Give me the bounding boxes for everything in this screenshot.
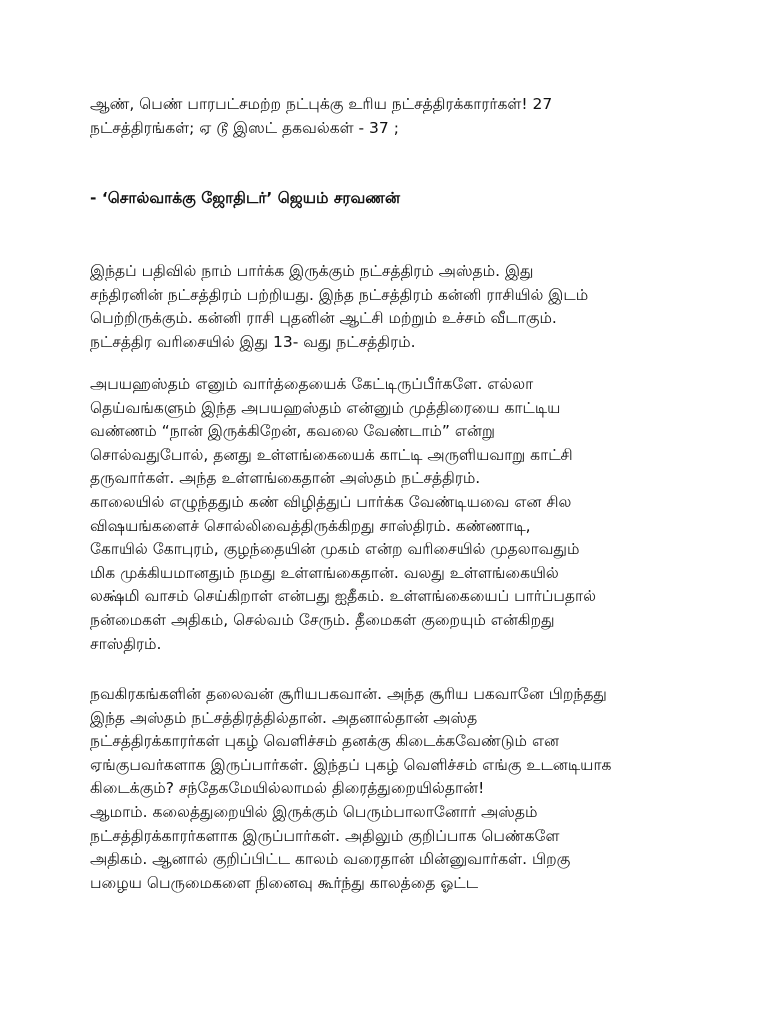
article-title: ஆண், பெண் பாரபட்சமற்ற நட்புக்கு உரிய நட்சத்திரக்காரர்கள்! 27 நட்சத்திரங்கள்; ஏ டூ இஸட் தகவல்கள் - 37 ; — [90, 95, 553, 137]
paragraph-surya: நவகிரகங்களின் தலைவன் சூரியபகவான். அந்த சூரிய பகவானே பிறந்தது இந்த அஸ்தம் நட்சத்திரத்தில்தான். அதனால்தான் அஸ்த நட்சத்திரக்காரர்கள் புகழ் வெளிச்சம் தனக்கு கிடைக்கவேண்டும் என ஏங்குபவர்களாக இருப்பார்கள். இந்தப் புகழ் வெளிச்சம் எங்கு உடனடியாக கிடைக்கும்? சந்தேகமேயில்லாமல் திரைத்துறையில்தான்! ஆமாம். கலைத்துறையில் இருக்கும் பெரும்பாலானோர் அஸ்தம் நட்சத்திரக்காரர்களாக இருப்பார்கள். அதிலும் குறிப்பாக பெண்களே அதிகம். ஆனால் குறிப்பிட்ட காலம் வரைதான் மின்னுவார்கள். பிறகு பழைய பெருமைகளை நினைவு கூர்ந்து காலத்தை ஓட்ட — [90, 685, 612, 892]
paragraph-abhayahastham: அபயஹஸ்தம் எனும் வார்த்தையைக் கேட்டிருப்பீர்களே. எல்லா தெய்வங்களும் இந்த அபயஹஸ்தம் என்னும் முத்திரையை காட்டிய வண்ணம் “நான் இருக்கிறேன், கவலை வேண்டாம்” என்று சொல்வதுபோல், தனது உள்ளங்கையைக் காட்டி அருளியவாறு காட்சி தருவார்கள். அந்த உள்ளங்கைதான் அஸ்தம் நட்சத்திரம். காலையில் எழுந்ததும் கண் விழித்துப் பார்க்க வேண்டியவை என சில விஷயங்களைச் சொல்லிவைத்திருக்கிறது சாஸ்திரம். கண்ணாடி, கோயில் கோபுரம், குழந்தையின் முகம் என்ற வரிசையில் முதலாவதும் மிக முக்கியமானதும் நமது உள்ளங்கைதான். வலது உள்ளங்கையில் லக்ஷ்மி வாசம் செய்கிறாள் என்பது ஐதீகம். உள்ளங்கையைப் பார்ப்பதால் நன்மைகள் அதிகம், செல்வம் சேரும். தீமைகள் குறையும் என்கிறது சாஸ்திரம். — [90, 375, 596, 653]
paragraph-intro: இந்தப் பதிவில் நாம் பார்க்க இருக்கும் நட்சத்திரம் அஸ்தம். இது சந்திரனின் நட்சத்திரம் பற்றியது. இந்த நட்சத்திரம் கன்னி ராசியில் இடம் பெற்றிருக்கும். கன்னி ராசி புதனின் ஆட்சி மற்றும் உச்சம் வீடாகும். நட்சத்திர வரிசையில் இது 13- வது நட்சத்திரம். — [90, 262, 589, 351]
article-byline: - ‘சொல்வாக்கு ஜோதிடர்’ ஜெயம் சரவணன் — [90, 189, 401, 207]
